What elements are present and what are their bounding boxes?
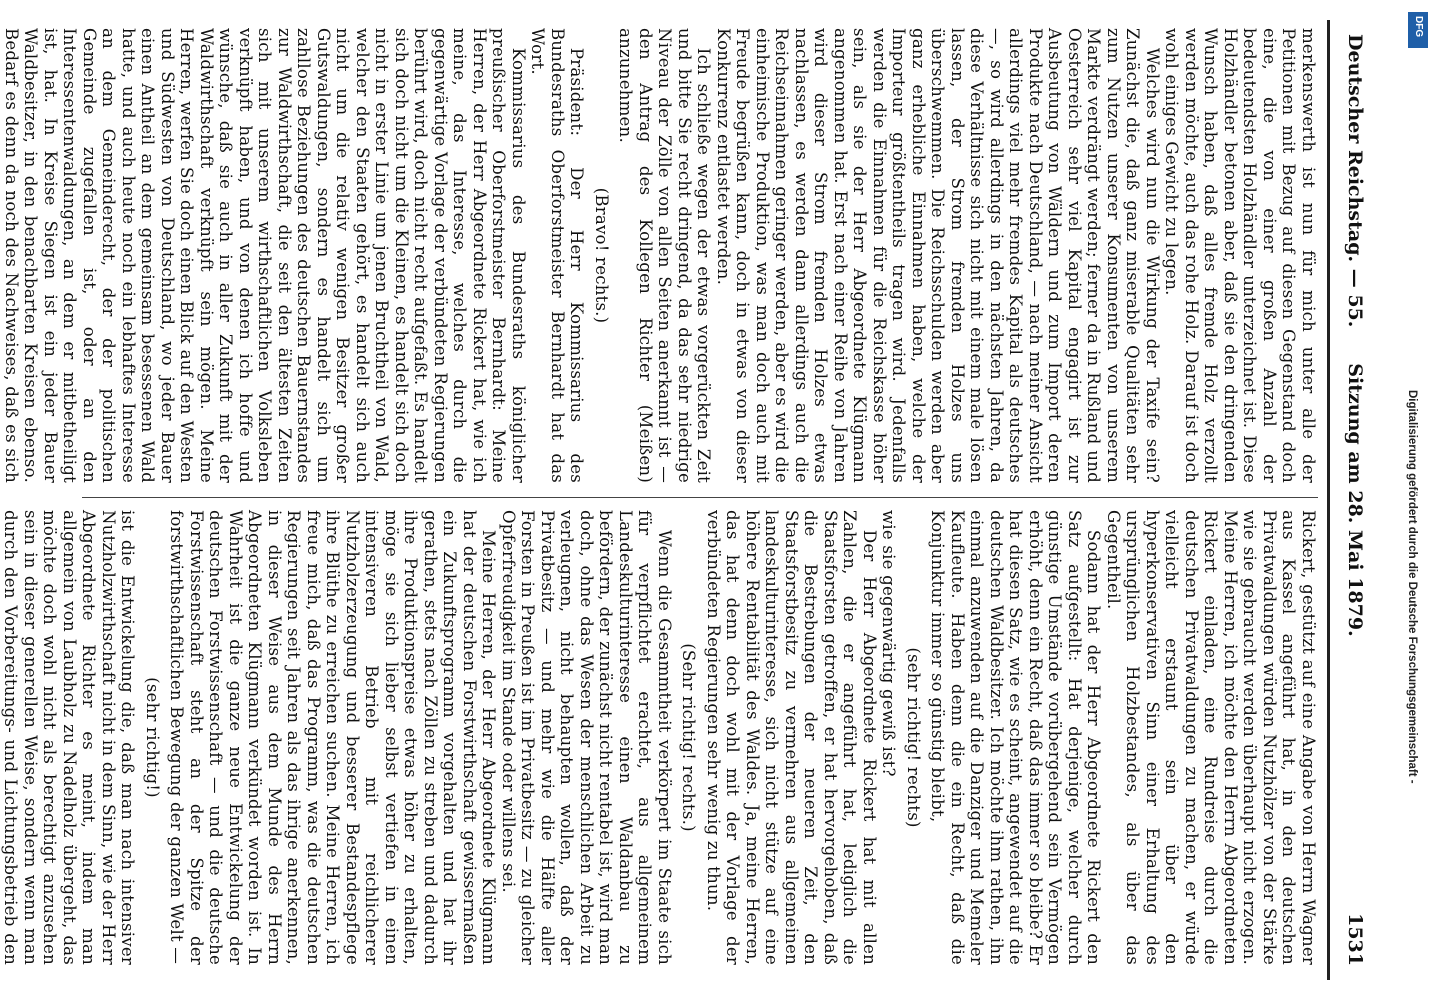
interjection: (sehr richtig!) xyxy=(143,677,162,798)
paragraph: Kommissarius des Bundesraths königlicher preußischer Oberforstmeister Bernhardt: Meine Herren, der Herr Abgeordnete Rickert hat, wie ich meine, das Interesse, welches durch die gegenwärtige Vorlage der verbündeten Regierungen berührt wird, doch nicht recht aufgefaßt. Es handelt sich doch nicht um die Kleinen, es handelt sich doch nicht in erster Linie um jenen Bruchtheil von Wald, welcher den Staaten gehört, es handelt sich auch nicht um die relativ wenigen Besitzer großer Gutswaldungen, sondern es handelt sich um zahllose Beziehungen des deutschen Bauernstandes zur Waldwirthschaft, die seit den ältesten Zeiten sich mit unserem wirthschaftlichen Volksleben verknüpft haben, und von denen ich hoffe und wünsche, daß sie auch in aller Zukunft mit der Waldwirthschaft verknüpft sein mögen. Meine Herren, werfen Sie doch einen Blick auf den Westen und Südwesten von Deutschland, wo jeder Bauer einen Antheil an dem gemeinsam besessenen Wald hatte, und auch heute noch ein lebhaftes Interesse an dem Gemeinderecht, der der politischen Gemeinde zugefallen ist, oder an den Interessentenwaldungen, an dem er mitbetheiligt ist, hat. In Kreise Siegen ist ein jeder Bauer Waldbesitzer, in den benachbarten Kreisen ebenso. Bedarf es denn da noch des Nachweises, daß es sich xyxy=(2,28,528,483)
header-center: Sitzung am 28. Mai 1879. xyxy=(1344,363,1366,637)
paragraph: wie sie gegenwärtig gewiß ist? xyxy=(879,510,899,777)
dfg-logo: DFG xyxy=(1408,12,1428,48)
scanned-page xyxy=(1,20,1410,980)
paragraph: Ich schließe wegen der etwas vorgerückten Zeit und bitte Sie recht dringend, da das sehr niedrige Niveau der Zölle von allen Seiten anerkannt ist — den Antrag des Kollegen Richter (Meißen) anzunehmen. xyxy=(616,28,714,483)
right-column xyxy=(1,510,1318,965)
credit-text: Digitalisierung gefördert durch die Deutsche Forschungsgemeinschaft - xyxy=(1406,390,1418,784)
paragraph: Sodann hat der Herr Abgeordnete Rickert den Satz aufgestellt: Hat derjenige, welcher durch günstige Umstände vorübergehend sein Vermögen erhöht, denn ein Recht, daß das immer so bleibe? Er hat diesen Satz, wie es scheint, angewendet auf die deutschen Waldbesitzer. Ich möchte ihm rathen, ihn einmal anzuwenden auf die Danziger und Memeler Kaufleute. Haben denn die ein Recht, daß die Konjunktur immer so günstig bleibt, xyxy=(928,510,1104,965)
paragraph: Der Herr Abgeordnete Rickert hat mit allen Zahlen, die er angeführt hat, lediglich die Staatsforsten getroffen, er hat hervorgehoben, daß die Bestrebungen der neueren Zeit, den Staatsforstbesitz zu vermehren aus allgemeinen landeskulturinteresse, sich nicht stütze auf eine höhere Rentabilität des Waldes. Ja, meine Herren, das hat denn doch wohl mit der Vorlage der verbündeten Regierungen sehr wenig zu thun. xyxy=(704,510,879,965)
page-number: 1531 xyxy=(1344,913,1366,966)
paragraph: Meine Herren, der Herr Abgeordnete Klügmann hat der deutschen Forstwirthschaft gewissermaßen ein Zukunftsprogramm vorgehalten und hat ihr gerathen, stets nach Zöllen zu streben und dadurch ihre Produktionspreise etwas höher zu erhalten, möge sie sich lieber selbst vertiefen in einen intensiveren Betrieb mit reichlicherer Nutzholzerzeugung und besserer Bestandespflege ihre Blüthe zu erreichen suchen. Meine Herren, ich freue mich, daß das Programm, was die deutschen Regierungen seit Jahren als das ihrige anerkennen, in dieser Weise aus dem Munde des Herrn Abgeordneten Klügmann verkündet worden ist. In Wahrheit ist die ganze neue Entwickelung der deutschen Forstwissenschaft — und die deutsche Forstwissenschaft steht an der Spitze der forstwirthschaftlichen Bewegung der ganzen Welt — xyxy=(167,510,499,965)
digitization-credit xyxy=(1406,10,1430,990)
left-column xyxy=(2,28,1318,483)
paragraph: Wenn die Gesammtheit verkörpert im Staate sich für verpflichtet erachtet, aus allgemeinem Landeskulturinteresse einen Waldanbau zu befördern, der zunächst nicht rentabel ist, wird man doch, ohne das Wesen der menschlichen Arbeit zu verleugnen, nicht behaupten wollen, daß der Privatbesitz — und mehr wie die Hälfte aller Forsten in Preußen ist im Privatbesitz — zu gleicher Opferfreudigkeit im Stande oder willens sei. xyxy=(499,510,674,965)
header-left: Deutscher Reichstag. — 55. xyxy=(1344,34,1366,328)
header-rule xyxy=(1327,20,1330,980)
interjection: (sehr richtig! rechts) xyxy=(904,647,923,828)
page-header xyxy=(1332,20,1372,980)
paragraph: Welches wird nun die Wirkung der Taxife sein? Zunächst die, daß ganz miserable Qualitäten sehr zum Nutzen unserer Konsumenten von unserem Markte verdrängt werden; ferner da in Rußland und Oesterreich sehr viel Kapital engagirt ist zur Ausbeutung von Wäldern und zum Import deren Produkte nach Deutschland, — nach meiner Ansicht allerdings viel mehr fremdes Kapital als deutsches —, so wird allerdings in den nächsten Jahren, da diese Verhältnisse sich nicht mit einem male lösen lassen, der Strom fremden Holzes uns überschwemmen. Die Reichsschulden werden aber ganz erhebliche Einnahmen haben, welche der Importeur größtentheils tragen wird. Jedenfalls werden die Einnahmen für die Reichskasse höher sein, als sie der Herr Abgeordnete Klügmann angenommen hat. Erst nach einer Reihe von Jahren wird dieser Strom fremden Holzes etwas nachlassen, es werden dann allerdings auch die Reichseinnahmen geringer werden, aber es wird die einheimische Produktion, was man doch auch mit Freude begrüßen kann, doch in etwas von dieser Konkurrenz entlastet werden. xyxy=(714,28,1162,483)
speaker-line: Präsident: Der Herr Kommissarius des Bundesraths Oberforstmeister Bernhardt hat das Wort. xyxy=(528,28,587,483)
interjection: (Sehr richtig! rechts.) xyxy=(679,643,699,832)
paragraph: merkenswerth ist nun für mich unter alle der Petitionen mit Bezug auf diesen Gegenstand doch eine, die von einer großen Anzahl der bedeutendsten Holzhändler unterzeichnet ist. Diese Holzhändler betonen aber, daß sie den dringenden Wunsch haben, daß alles fremde Holz verzollt werden möchte, auch das rohe Holz. Darauf ist doch wohl einiges Gewicht zu legen. xyxy=(1162,28,1318,483)
paragraph: Rickert, gestützt auf eine Angabe von Herrn Wagner aus Kassel angeführt hat, in den deutschen Privatwaldungen würden Nutzhölzer von der Stärke wie sie gebraucht werden überhaupt nicht erzogen. Meine Herren, ich möchte den Herrn Abgeordneten Rickert einladen, eine Rundreise durch die deutschen Privatwaldungen zu machen, er würde vielleicht erstaunt sein über den hyperkonservativen Sinn einer Erhaltung des ursprünglichen Holzbestandes, als über das Gegentheil. xyxy=(1104,510,1318,965)
interjection: (Bravo! rechts.) xyxy=(592,187,611,324)
column-divider xyxy=(82,497,1318,498)
paragraph: ist die Entwickelung die, daß man nach intensiver Nutzholzwirthschaft nicht in dem Sinn, wie der Herr Abgeordnete Richter es meint, indem man allgemein von Laubholz zu Nadelholz übergeht, das möchte doch wohl nicht als berechtigt anzusehen sein in dieser generellen Weise, sondern wenn man durch den Vorbereitungs- und Lichtungsbetrieb den xyxy=(1,510,138,965)
